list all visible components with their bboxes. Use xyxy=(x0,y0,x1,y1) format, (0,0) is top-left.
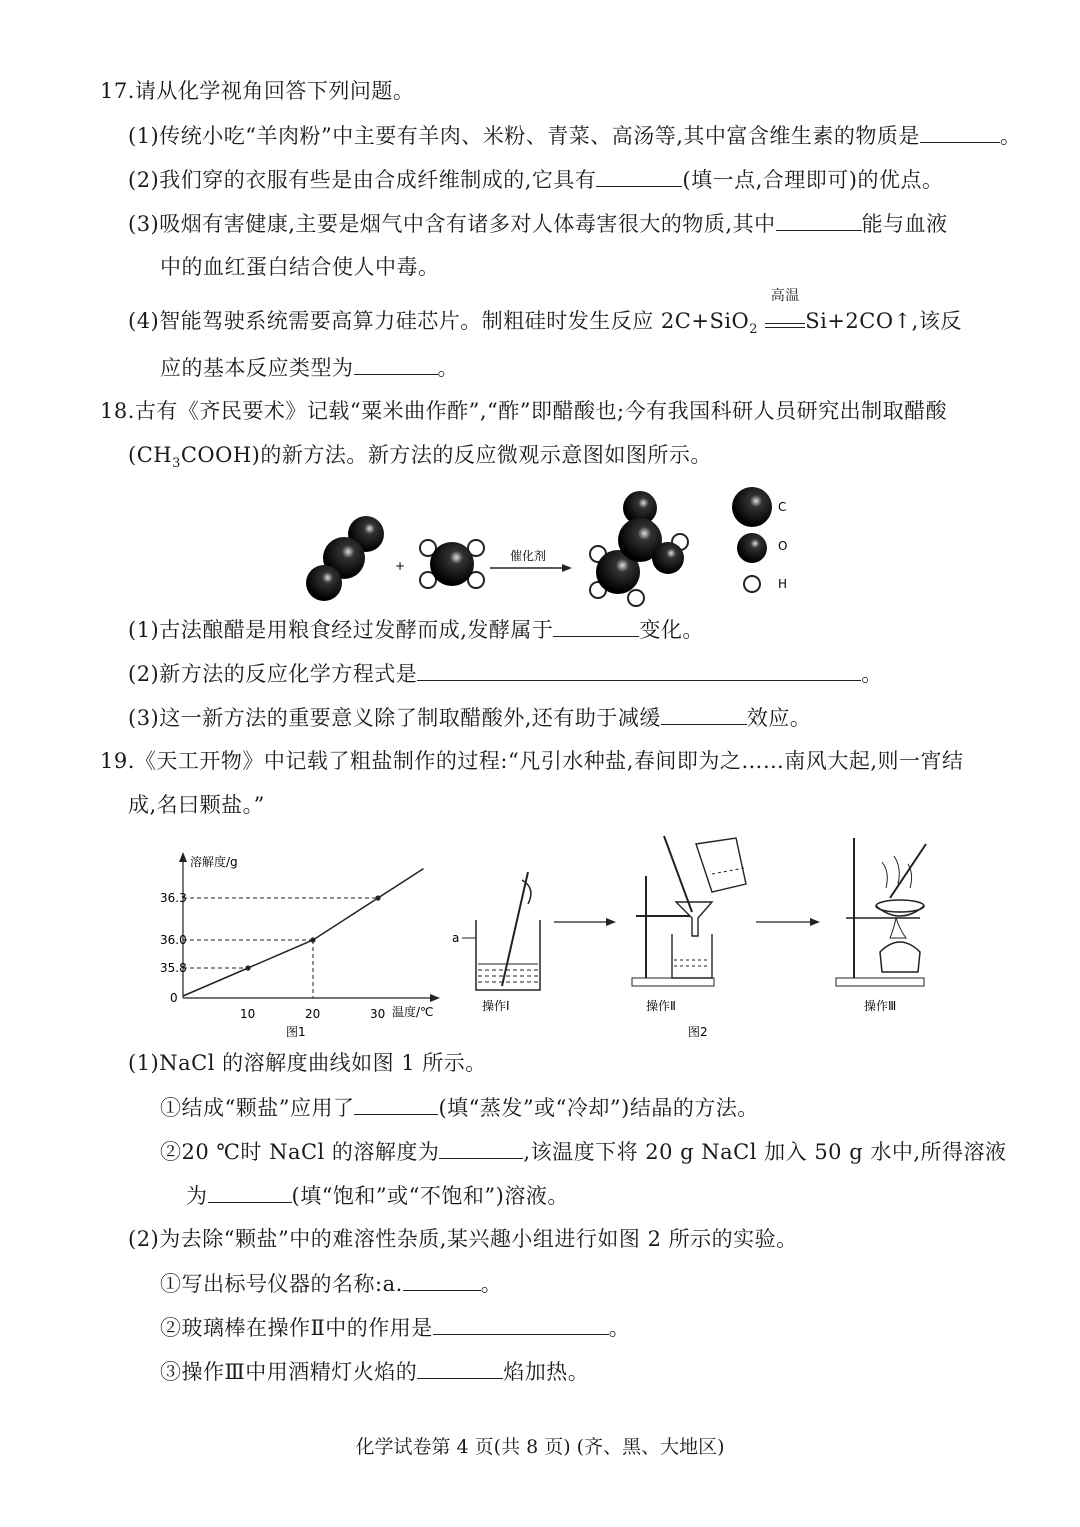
y-tick-label: 36.0 xyxy=(160,933,187,947)
answer-blank[interactable] xyxy=(439,1136,523,1159)
q19-part2-1: ①写出标号仪器的名称:a. 。 xyxy=(160,1268,502,1299)
x-tick-label: 10 xyxy=(240,1007,256,1021)
answer-blank[interactable] xyxy=(553,614,639,637)
answer-blank[interactable] xyxy=(596,164,682,187)
y-tick-label: 36.3 xyxy=(160,891,187,905)
q19-part1-2-cont: 为 (填“饱和”或“不饱和”)溶液。 xyxy=(186,1180,569,1211)
answer-blank[interactable] xyxy=(403,1268,481,1291)
q18-part3: (3)这一新方法的重要意义除了制取醋酸外,还有助于减缓 效应。 xyxy=(128,702,811,733)
answer-blank[interactable] xyxy=(208,1180,292,1203)
beaker-dissolving xyxy=(452,872,540,1013)
co2-molecule xyxy=(306,516,384,601)
op1-label: 操作Ⅰ xyxy=(482,999,510,1013)
q18-part2: (2)新方法的反应化学方程式是 。 xyxy=(128,658,883,689)
legend-h: H xyxy=(778,577,788,591)
solubility-chart xyxy=(160,840,450,1050)
q17-part1: (1)传统小吃“羊肉粉”中主要有羊肉、米粉、青菜、高汤等,其中富含维生素的物质是 。 xyxy=(128,120,1021,151)
data-point xyxy=(310,937,315,942)
q18-stem: 18.古有《齐民要术》记载“粟米曲作酢”,“酢”即醋酸也;今有我国科研人员研究出制取醋酸 xyxy=(100,399,948,423)
q19-stem-cont: 成,名曰颗盐。” xyxy=(128,793,265,817)
q17-part3-cont: 中的血红蛋白结合使人中毒。 xyxy=(160,255,440,279)
q19-part1-1: ①结成“颗盐”应用了 (填“蒸发”或“冷却”)结晶的方法。 xyxy=(160,1092,759,1123)
experiment-diagram xyxy=(450,832,930,1047)
answer-blank[interactable] xyxy=(920,120,1000,143)
y-axis-arrow xyxy=(179,852,187,862)
label-a: a xyxy=(452,931,460,945)
op2-label: 操作Ⅱ xyxy=(646,999,676,1013)
answer-blank[interactable] xyxy=(661,702,747,725)
x-tick-label: 20 xyxy=(305,1007,321,1021)
q17-part4-cont: 应的基本反应类型为 。 xyxy=(160,352,459,383)
reaction-condition: 高温 xyxy=(765,309,805,328)
catalyst-label: 催化剂 xyxy=(510,549,547,563)
fig2-caption: 图2 xyxy=(688,1025,708,1039)
fig1-caption: 图1 xyxy=(286,1025,306,1039)
filtration-setup xyxy=(632,836,746,1013)
x-axis-label: 温度/℃ xyxy=(392,1005,434,1019)
plus-sign: + xyxy=(395,559,406,573)
molecule-reaction-diagram xyxy=(300,480,820,610)
op3-label: 操作Ⅲ xyxy=(864,999,897,1013)
q18-stem-cont: $(CH_3COOH)$的新方法。新方法的反应微观示意图如图所示。 xyxy=(128,443,712,472)
legend-o: O xyxy=(778,539,788,553)
q19-part1: (1)NaCl 的溶解度曲线如图 1 所示。 xyxy=(128,1051,487,1075)
data-point xyxy=(245,965,250,970)
q17-part3: (3)吸烟有害健康,主要是烟气中含有诸多对人体毒害很大的物质,其中 能与血液 xyxy=(128,208,948,239)
y-axis-label: 溶解度/g xyxy=(190,855,238,869)
q19-stem: 19.《天工开物》中记载了粗盐制作的过程:“凡引水种盐,春间即为之……南风大起,则一宵结 xyxy=(100,749,964,773)
q17-stem: 17.请从化学视角回答下列问题。 xyxy=(100,79,415,103)
x-axis-arrow xyxy=(430,994,440,1002)
glass-rod xyxy=(502,872,528,986)
legend-oxygen-icon xyxy=(737,533,767,563)
q19-part2: (2)为去除“颗盐”中的难溶性杂质,某兴趣小组进行如图 2 所示的实验。 xyxy=(128,1227,798,1251)
q17-part2: (2)我们穿的衣服有些是由合成纤维制成的,它具有 (填一点,合理即可)的优点。 xyxy=(128,164,943,195)
legend-c: C xyxy=(778,500,787,514)
acetic-acid-molecule xyxy=(590,491,688,606)
data-point xyxy=(375,895,380,900)
solubility-curve xyxy=(183,869,424,996)
legend-hydrogen-icon xyxy=(744,576,760,592)
answer-blank[interactable] xyxy=(354,352,438,375)
y-tick-label: 35.8 xyxy=(160,961,187,975)
origin-label: 0 xyxy=(170,991,178,1005)
answer-blank[interactable] xyxy=(417,658,861,681)
answer-blank[interactable] xyxy=(354,1092,438,1115)
answer-blank[interactable] xyxy=(433,1312,609,1335)
answer-blank[interactable] xyxy=(417,1356,503,1379)
ch4-molecule xyxy=(420,540,484,588)
q19-part2-3: ③操作Ⅲ中用酒精灯火焰的 焰加热。 xyxy=(160,1356,589,1387)
q17-part4: (4)智能驾驶系统需要高算力硅芯片。制粗硅时发生反应 2C+SiO$_2$ 高温 Si+2CO↑,该反 xyxy=(128,288,962,338)
page-footer: 化学试卷第 4 页(共 8 页) (齐、黑、大地区) xyxy=(355,1436,725,1458)
answer-blank[interactable] xyxy=(776,208,862,231)
x-tick-label: 30 xyxy=(370,1007,386,1021)
q19-part1-2: ②20 ℃时 NaCl 的溶解度为 ,该温度下将 20 g NaCl 加入 50 g 水中,所得溶液 xyxy=(160,1136,1007,1167)
legend-carbon-icon xyxy=(732,487,772,527)
q18-part1: (1)古法酿醋是用粮食经过发酵而成,发酵属于 变化。 xyxy=(128,614,704,645)
q19-part2-2: ②玻璃棒在操作Ⅱ中的作用是 。 xyxy=(160,1312,630,1343)
evaporation-setup xyxy=(836,838,926,1013)
arrow-head xyxy=(562,564,572,572)
